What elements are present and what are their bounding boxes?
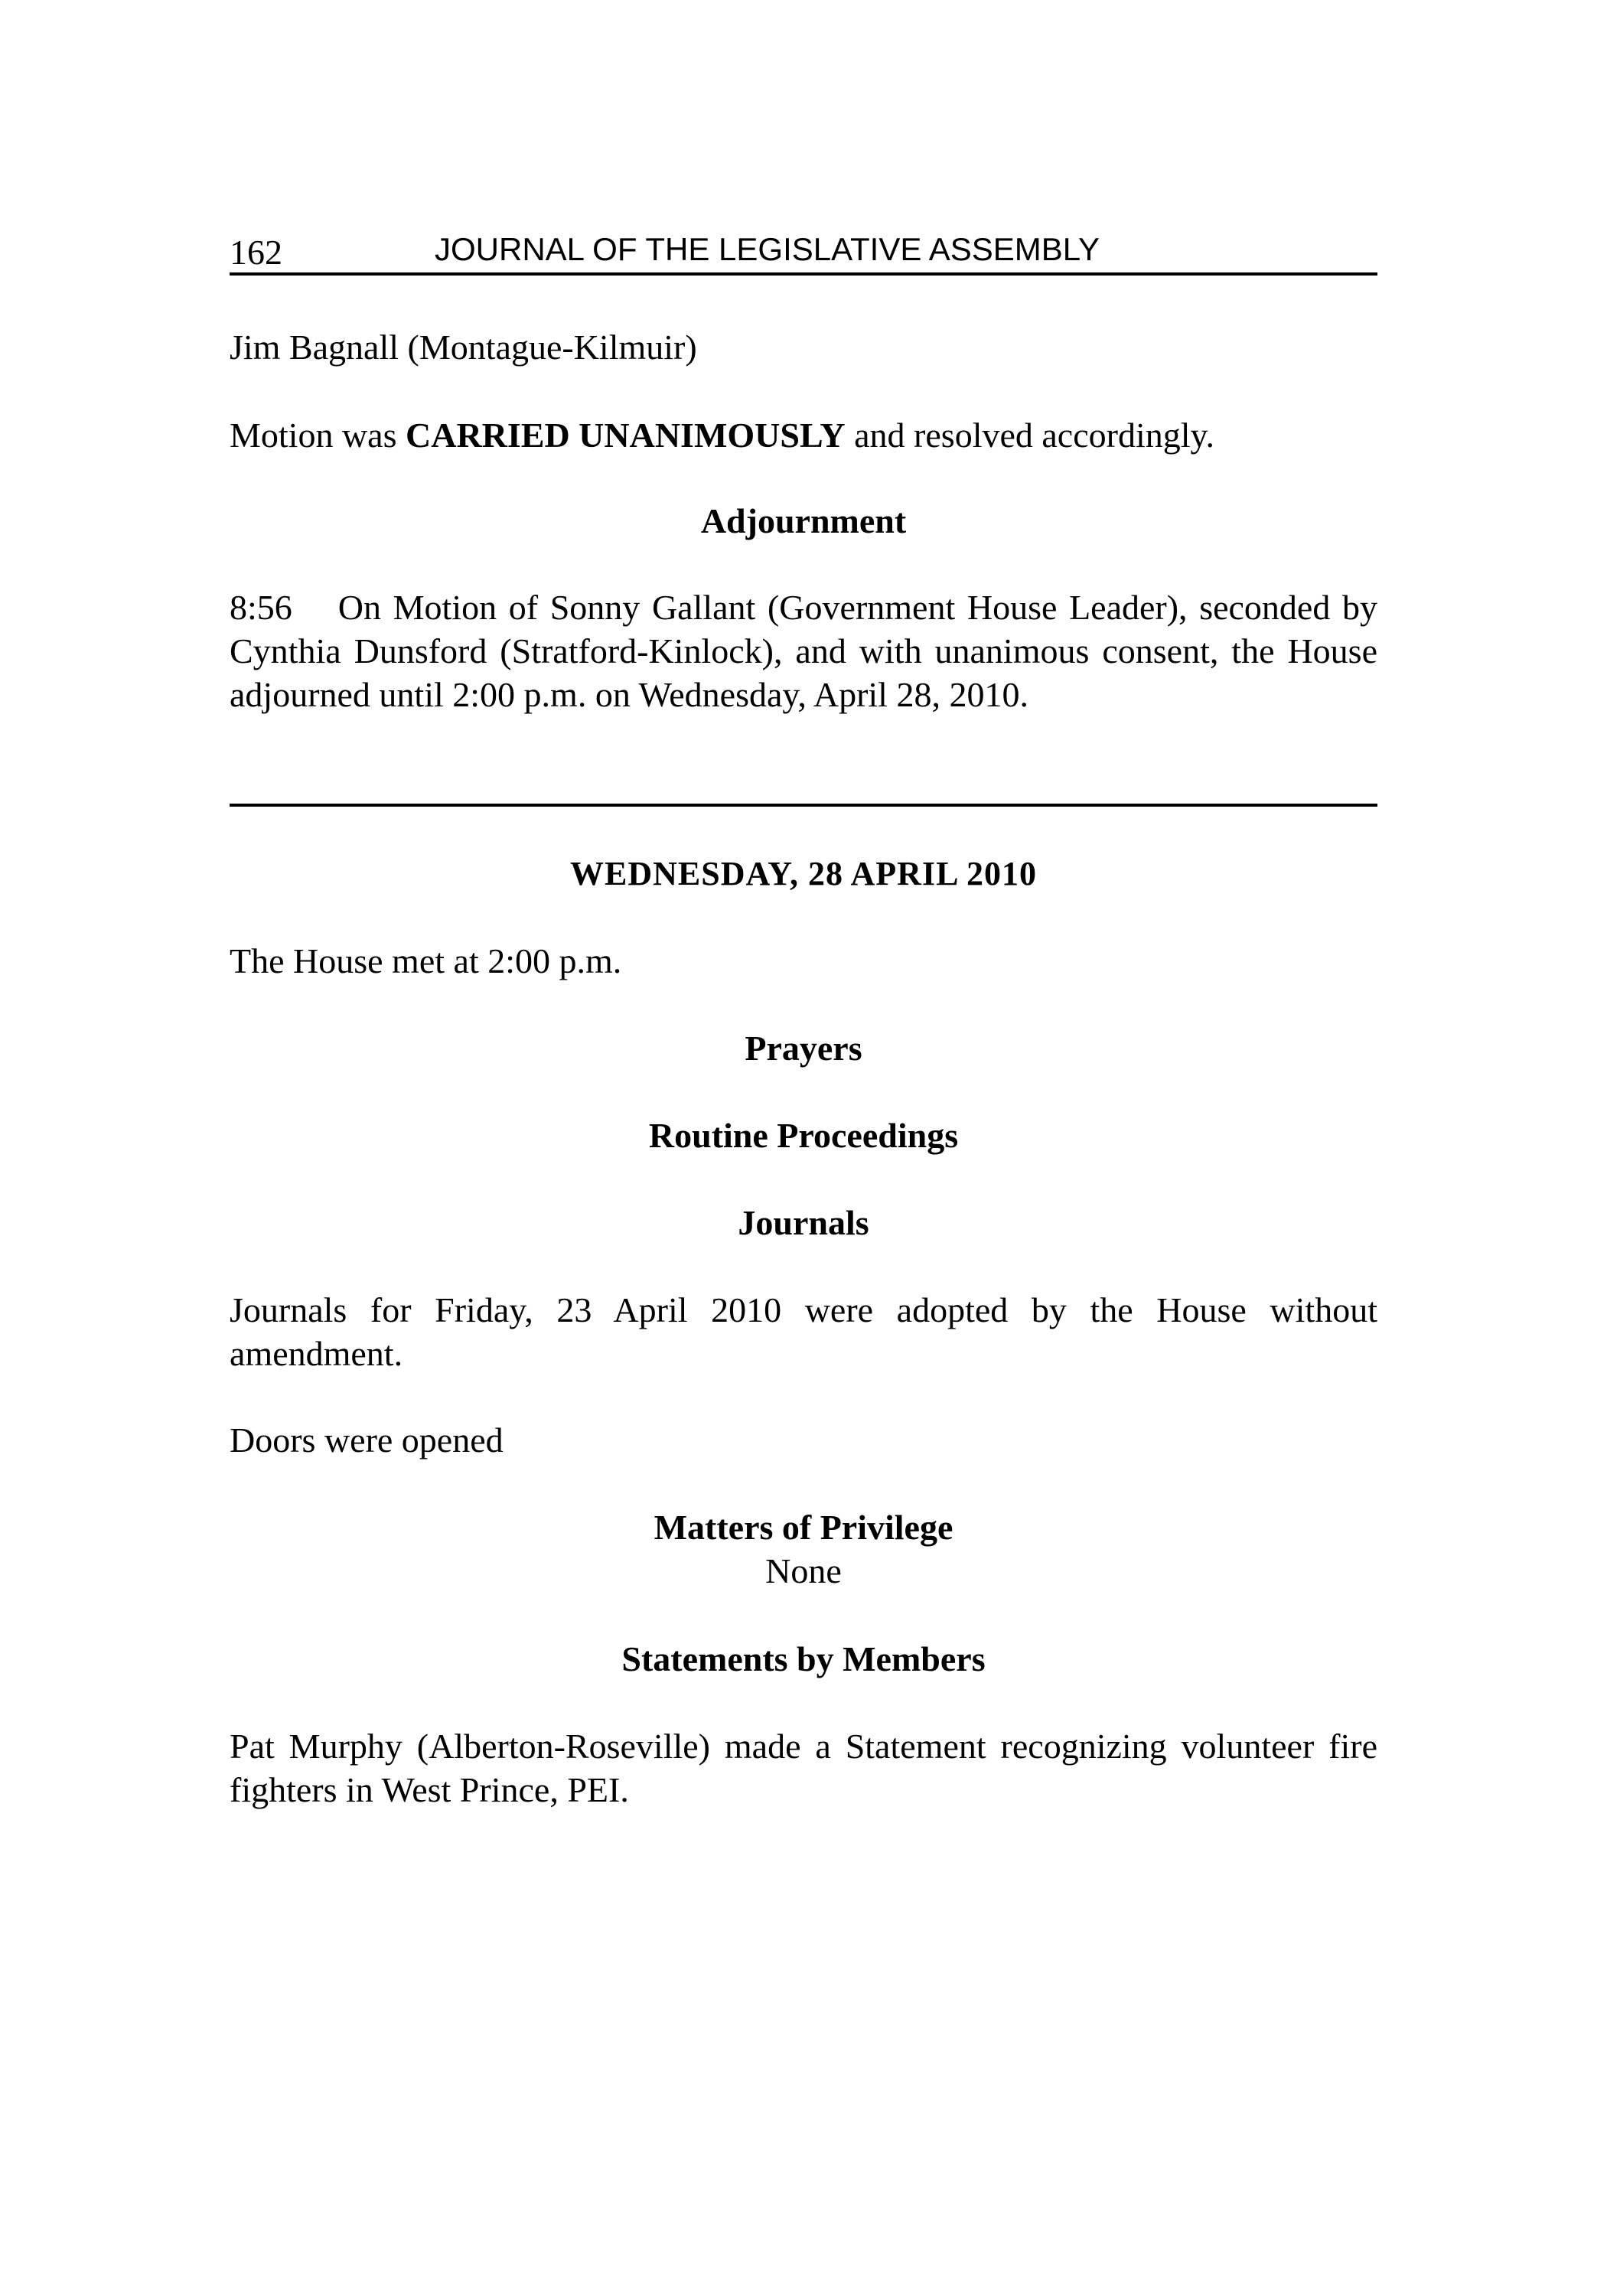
statement-paragraph: Pat Murphy (Alberton-Roseville) made a Statement recognizing volunteer fire fighters in West Prince, PEI. — [230, 1727, 1377, 1809]
motion-result-status: CARRIED UNANIMOUSLY — [406, 416, 846, 455]
journals-paragraph: Journals for Friday, 23 April 2010 were adopted by the House without amendment. — [230, 1290, 1377, 1373]
statements-by-members-heading: Statements by Members — [621, 1639, 986, 1678]
sitting-date-heading: WEDNESDAY, 28 APRIL 2010 — [569, 855, 1037, 892]
adjournment-time: 8:56 — [230, 588, 292, 627]
page-header — [230, 228, 1377, 276]
adjournment-heading: Adjournment — [700, 501, 907, 540]
running-title: JOURNAL OF THE LEGISLATIVE ASSEMBLY — [435, 231, 1100, 267]
adjournment-text: On Motion of Sonny Gallant (Government House Leader), seconded by Cynthia Dunsford (Stratford-Kinlock), and with unanimous consent, the House adjourned until 2:00 p.m. on Wednesday, April 28, 2010. — [230, 588, 1377, 714]
doors-opened-line: Doors were opened — [230, 1420, 504, 1459]
motion-result-line — [230, 413, 1377, 457]
adjournment-paragraph — [230, 585, 1377, 716]
header-rule — [230, 272, 1377, 276]
routine-proceedings-heading: Routine Proceedings — [648, 1116, 959, 1155]
section-divider — [230, 804, 1377, 807]
prayers-heading: Prayers — [745, 1029, 862, 1068]
vote-member-line: Jim Bagnall (Montague-Kilmuir) — [230, 328, 697, 367]
page-number: 162 — [230, 233, 282, 272]
journals-heading: Journals — [738, 1203, 869, 1242]
house-met-line: The House met at 2:00 p.m. — [230, 941, 622, 980]
motion-result-prefix: Motion was — [230, 416, 406, 455]
matters-of-privilege-heading: Matters of Privilege — [654, 1508, 953, 1547]
privilege-none-line: None — [765, 1551, 842, 1590]
motion-result-suffix: and resolved accordingly. — [845, 416, 1215, 455]
